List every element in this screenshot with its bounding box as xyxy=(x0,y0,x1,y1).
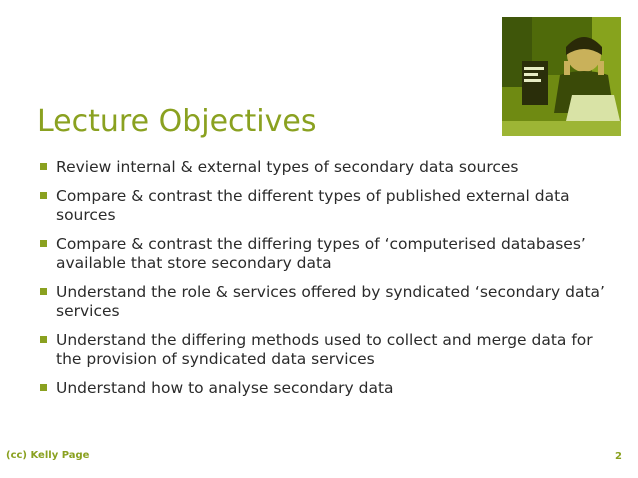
square-bullet-icon xyxy=(40,240,47,247)
slide-title: Lecture Objectives xyxy=(37,104,317,139)
list-item xyxy=(40,331,610,369)
list-item xyxy=(40,235,610,273)
list-item-text: Understand the role & services offered by syndicated ‘secondary data’ services xyxy=(56,283,605,320)
list-item xyxy=(40,283,610,321)
list-item xyxy=(40,379,610,398)
list-item xyxy=(40,158,610,177)
square-bullet-icon xyxy=(40,163,47,170)
square-bullet-icon xyxy=(40,384,47,391)
list-item-text: Compare & contrast the different types of published external data sources xyxy=(56,187,570,224)
list-item-text: Compare & contrast the differing types of ‘computerised databases’ available that store secondary data xyxy=(56,235,586,272)
list-item xyxy=(40,187,610,225)
photo-illustration xyxy=(502,17,621,136)
list-item-text: Understand the differing methods used to collect and merge data for the provision of syndicated data services xyxy=(56,331,593,368)
square-bullet-icon xyxy=(40,288,47,295)
square-bullet-icon xyxy=(40,192,47,199)
footer-credit: (cc) Kelly Page xyxy=(6,450,90,461)
square-bullet-icon xyxy=(40,336,47,343)
list-item-text: Review internal & external types of secondary data sources xyxy=(56,158,519,176)
objectives-list xyxy=(40,158,610,408)
person-with-laptop-photo xyxy=(502,17,621,136)
page-number: 2 xyxy=(615,451,622,462)
list-item-text: Understand how to analyse secondary data xyxy=(56,379,394,397)
